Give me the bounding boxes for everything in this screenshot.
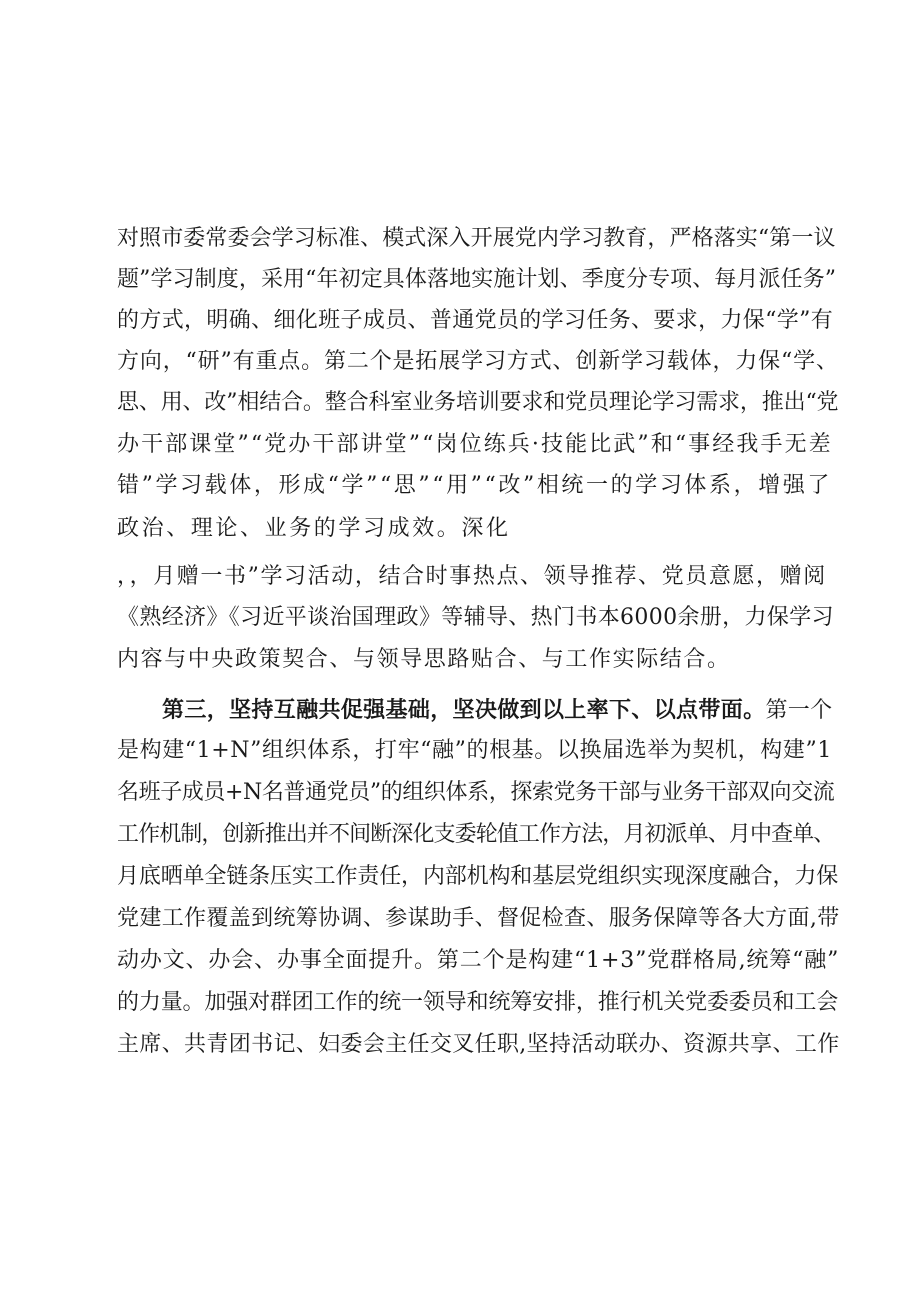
body-line-9: ，，月赠一书”学习活动，结合时事热点、领导推荐、党员意愿，赠阅: [117, 564, 827, 589]
section3-line-3: 工作机制，创新推出并不间断深化支委轮值工作方法，月初派单、月中查单、: [117, 822, 835, 847]
section3-heading: 第三，坚持互融共促强基础，坚决做到以上率下、以点带面。: [162, 697, 766, 723]
body-line-11: 内容与中央政策契合、与领导思路贴合、与工作实际结合。: [117, 647, 731, 672]
body-line-7: 错”学习载体，形成“学”“思”“用”“改”相统一的学习体系，增强了: [117, 473, 833, 498]
body-line-5: 思、用、改”相结合。整合科室业务培训要求和党员理论学习需求，推出“党: [117, 390, 839, 415]
section3-line-7: 的力量。加强对群团工作的统一领导和统筹安排，推行机关党委委员和工会: [117, 990, 839, 1015]
body-line-6: 办干部课堂”“党办干部讲堂”“岗位练兵·技能比武”和“事经我手无差: [117, 432, 833, 457]
section3-line-2: 名班子成员+N名普通党员”的组织体系，探索党务干部与业务干部双向交流: [117, 780, 835, 805]
body-line-8: 政治、理论、业务的学习成效。深化: [117, 516, 511, 541]
section3-line-6: 动办文、办会、办事全面提升。第二个是构建“1+3”党群格局,统筹“融”: [117, 948, 840, 973]
body-line-4: 方向，“研”有重点。第二个是拓展学习方式、创新学习载体，力保“学、: [117, 349, 839, 374]
section3-first-line: [162, 695, 833, 726]
section3-line-5: 党建工作覆盖到统筹协调、参谋助手、督促检查、服务保障等各大方面,带: [117, 906, 840, 931]
body-line-1: 对照市委常委会学习标准、模式深入开展党内学习教育，严格落实“第一议: [117, 226, 836, 251]
section3-line-1: 是构建“1+N”组织体系，打牢“融”的根基。以换届选举为契机，构建”1: [117, 738, 832, 763]
body-line-10: 《熟经济》《习近平谈治国理政》等辅导、热门书本6000余册，力保学习: [117, 605, 834, 630]
body-line-2: 题”学习制度，采用“年初定具体落地实施计划、季度分专项、每月派任务”: [117, 267, 837, 292]
body-line-3: 的方式，明确、细化班子成员、普通党员的学习任务、要求，力保“学”有: [117, 308, 834, 333]
section3-heading-tail: 第一个: [765, 698, 833, 723]
section3-line-4: 月底晒单全链条压实工作责任，内部机构和基层党组织实现深度融合，力保: [117, 864, 839, 889]
section3-line-8: 主席、共青团书记、妇委会主任交叉任职,坚持活动联办、资源共享、工作: [117, 1032, 840, 1057]
